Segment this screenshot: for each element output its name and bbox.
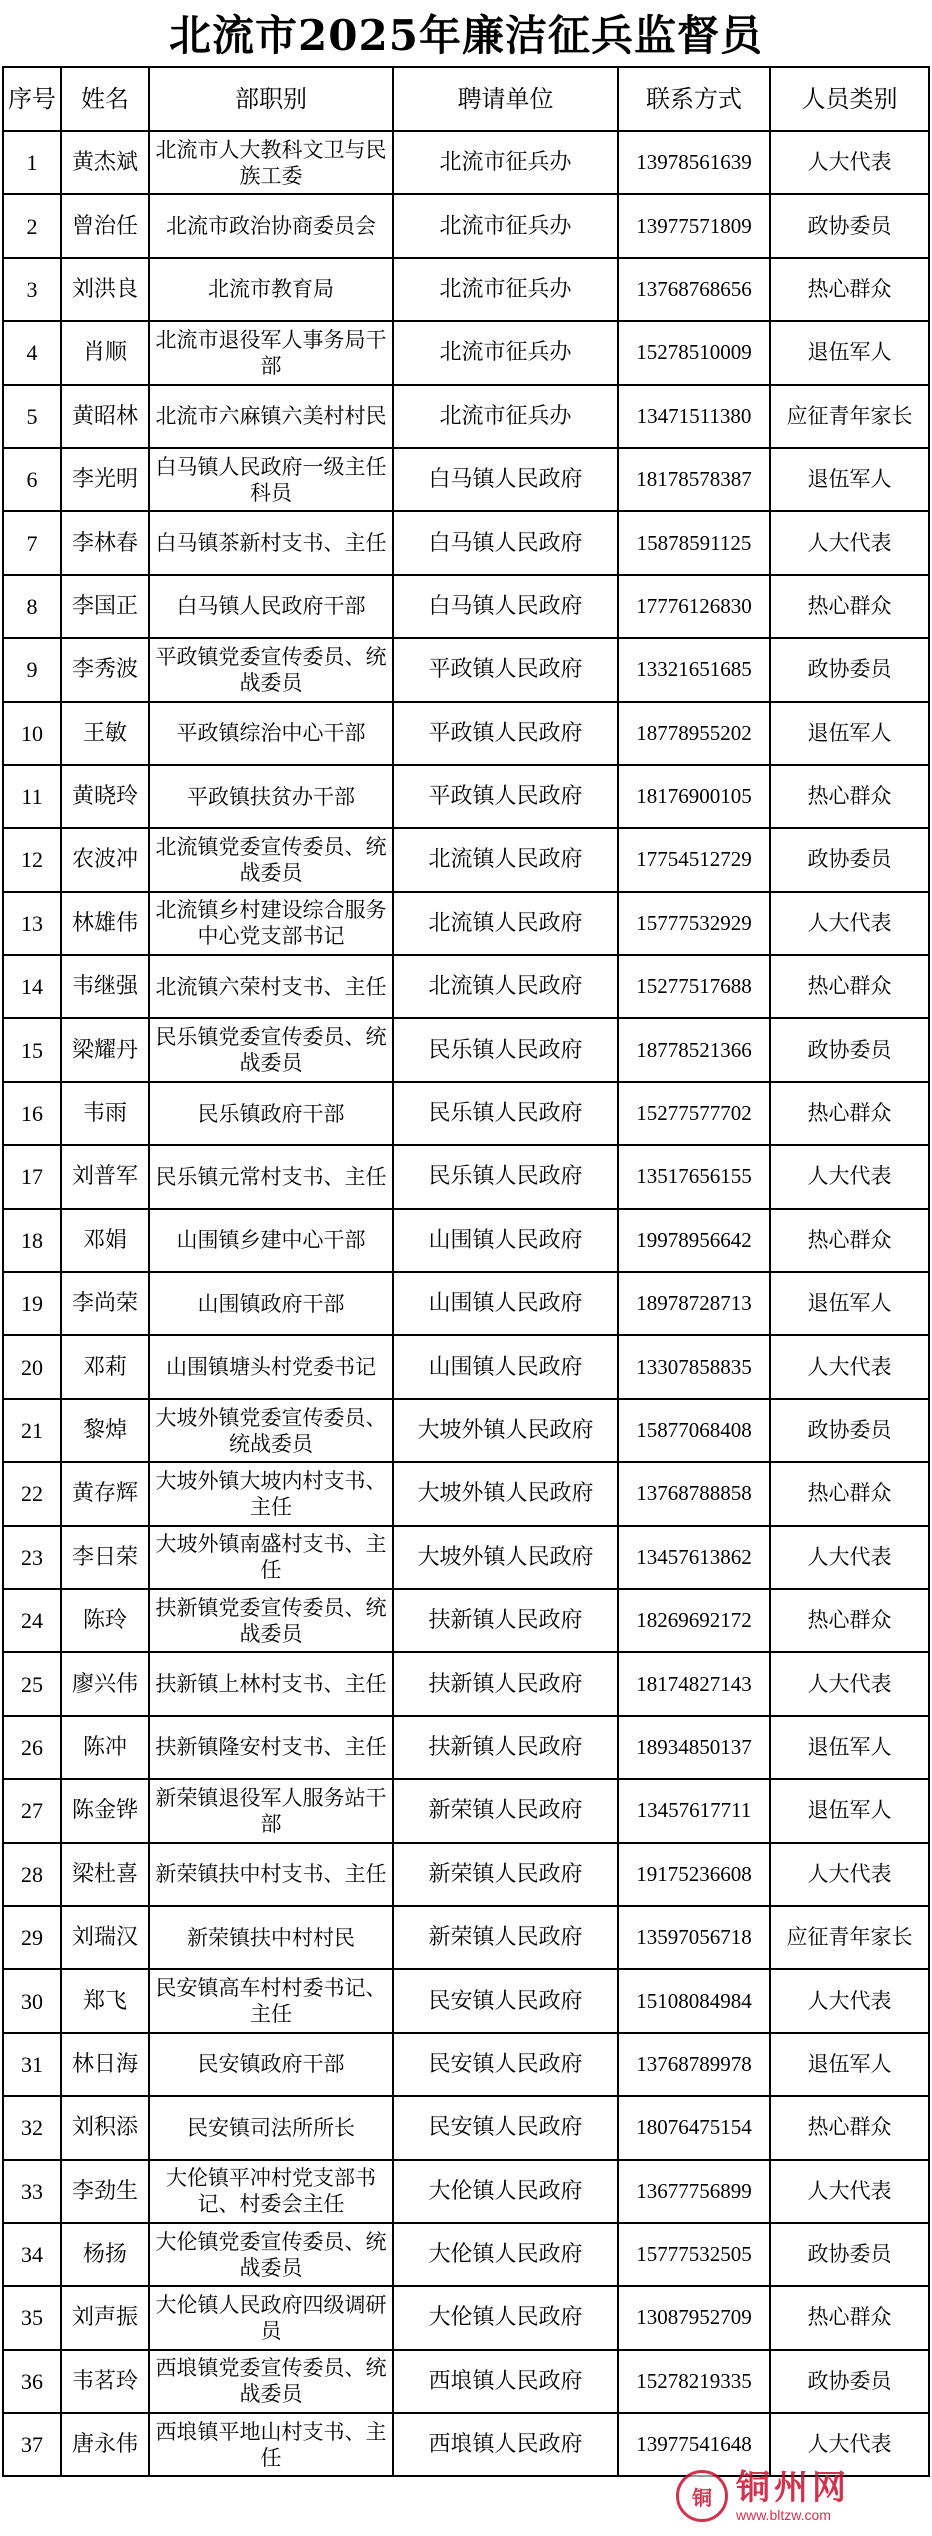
cell-contact: 18778521366 (618, 1018, 770, 1081)
cell-contact: 15777532505 (618, 2223, 770, 2286)
cell-name: 刘瑞汉 (61, 1906, 149, 1969)
cell-department: 北流镇党委宣传委员、统战委员 (149, 828, 393, 891)
cell-index: 9 (3, 638, 61, 701)
cell-category: 政协委员 (770, 2223, 929, 2286)
cell-department: 白马镇人民政府干部 (149, 575, 393, 638)
cell-name: 梁杜喜 (61, 1843, 149, 1906)
cell-category: 退伍军人 (770, 321, 929, 384)
cell-contact: 13768768656 (618, 258, 770, 321)
header-index: 序号 (3, 67, 61, 131)
cell-unit: 新荣镇人民政府 (393, 1906, 618, 1969)
cell-contact: 15277517688 (618, 955, 770, 1018)
table-row (3, 1652, 929, 1715)
cell-index: 27 (3, 1779, 61, 1842)
cell-name: 黄存辉 (61, 1462, 149, 1525)
cell-category: 退伍军人 (770, 448, 929, 511)
cell-unit: 北流镇人民政府 (393, 892, 618, 955)
table-row (3, 511, 929, 574)
table-row (3, 828, 929, 891)
table-row (3, 2033, 929, 2096)
cell-category: 热心群众 (770, 258, 929, 321)
table-row (3, 1462, 929, 1525)
cell-contact: 19978956642 (618, 1209, 770, 1272)
supervisor-table (2, 66, 930, 2477)
cell-contact: 13517656155 (618, 1145, 770, 1208)
cell-category: 热心群众 (770, 1589, 929, 1652)
cell-contact: 15108084984 (618, 1969, 770, 2032)
cell-department: 白马镇茶新村支书、主任 (149, 511, 393, 574)
cell-name: 李国正 (61, 575, 149, 638)
cell-index: 3 (3, 258, 61, 321)
cell-index: 4 (3, 321, 61, 384)
cell-category: 热心群众 (770, 2096, 929, 2159)
cell-name: 韦继强 (61, 955, 149, 1018)
cell-unit: 西埌镇人民政府 (393, 2413, 618, 2476)
cell-department: 西埌镇党委宣传委员、统战委员 (149, 2350, 393, 2413)
cell-category: 热心群众 (770, 1462, 929, 1525)
cell-name: 郑飞 (61, 1969, 149, 2032)
cell-index: 11 (3, 765, 61, 828)
cell-contact: 15277577702 (618, 1082, 770, 1145)
table-row (3, 1526, 929, 1589)
cell-index: 16 (3, 1082, 61, 1145)
cell-category: 热心群众 (770, 955, 929, 1018)
cell-unit: 大伦镇人民政府 (393, 2160, 618, 2223)
cell-unit: 新荣镇人民政府 (393, 1843, 618, 1906)
cell-unit: 白马镇人民政府 (393, 448, 618, 511)
cell-category: 人大代表 (770, 892, 929, 955)
cell-contact: 18269692172 (618, 1589, 770, 1652)
cell-contact: 19175236608 (618, 1843, 770, 1906)
cell-department: 北流市六麻镇六美村村民 (149, 385, 393, 448)
cell-index: 1 (3, 131, 61, 194)
table-row (3, 258, 929, 321)
table-row (3, 1589, 929, 1652)
cell-contact: 17754512729 (618, 828, 770, 891)
cell-department: 山围镇政府干部 (149, 1272, 393, 1335)
cell-name: 刘积添 (61, 2096, 149, 2159)
cell-unit: 北流市征兵办 (393, 194, 618, 257)
cell-unit: 民安镇人民政府 (393, 2096, 618, 2159)
cell-department: 北流镇乡村建设综合服务中心党支部书记 (149, 892, 393, 955)
cell-index: 32 (3, 2096, 61, 2159)
cell-category: 政协委员 (770, 2350, 929, 2413)
cell-department: 大坡外镇南盛村支书、主任 (149, 1526, 393, 1589)
cell-category: 人大代表 (770, 1145, 929, 1208)
cell-index: 24 (3, 1589, 61, 1652)
table-row (3, 2096, 929, 2159)
cell-name: 刘声振 (61, 2286, 149, 2349)
cell-contact: 13307858835 (618, 1335, 770, 1398)
table-header-row (3, 67, 929, 131)
table-row (3, 702, 929, 765)
table-row (3, 1018, 929, 1081)
cell-index: 7 (3, 511, 61, 574)
cell-category: 政协委员 (770, 638, 929, 701)
header-unit: 聘请单位 (393, 67, 618, 131)
cell-unit: 北流市征兵办 (393, 385, 618, 448)
cell-contact: 13677756899 (618, 2160, 770, 2223)
cell-name: 陈玲 (61, 1589, 149, 1652)
cell-name: 李光明 (61, 448, 149, 511)
cell-index: 6 (3, 448, 61, 511)
cell-category: 政协委员 (770, 194, 929, 257)
cell-unit: 平政镇人民政府 (393, 765, 618, 828)
cell-contact: 18174827143 (618, 1652, 770, 1715)
cell-department: 平政镇扶贫办干部 (149, 765, 393, 828)
table-row (3, 1209, 929, 1272)
table-row (3, 2223, 929, 2286)
cell-index: 18 (3, 1209, 61, 1272)
cell-index: 2 (3, 194, 61, 257)
cell-contact: 15278510009 (618, 321, 770, 384)
cell-contact: 13768788858 (618, 1462, 770, 1525)
table-row (3, 1399, 929, 1462)
cell-category: 热心群众 (770, 765, 929, 828)
header-contact: 联系方式 (618, 67, 770, 131)
cell-contact: 18778955202 (618, 702, 770, 765)
cell-contact: 15278219335 (618, 2350, 770, 2413)
page-title: 北流市2025年廉洁征兵监督员 (169, 11, 763, 60)
cell-category: 政协委员 (770, 1399, 929, 1462)
table-row (3, 194, 929, 257)
cell-department: 大伦镇平冲村党支部书记、村委会主任 (149, 2160, 393, 2223)
cell-name: 陈金铧 (61, 1779, 149, 1842)
cell-index: 26 (3, 1716, 61, 1779)
cell-category: 热心群众 (770, 1082, 929, 1145)
cell-unit: 民安镇人民政府 (393, 2033, 618, 2096)
cell-name: 李尚荣 (61, 1272, 149, 1335)
watermark-name: 铜州网 (736, 2468, 850, 2508)
cell-name: 李劲生 (61, 2160, 149, 2223)
cell-category: 退伍军人 (770, 702, 929, 765)
cell-unit: 大伦镇人民政府 (393, 2223, 618, 2286)
cell-index: 10 (3, 702, 61, 765)
cell-name: 梁耀丹 (61, 1018, 149, 1081)
cell-category: 热心群众 (770, 1209, 929, 1272)
cell-contact: 18178578387 (618, 448, 770, 511)
cell-index: 35 (3, 2286, 61, 2349)
cell-unit: 山围镇人民政府 (393, 1272, 618, 1335)
cell-unit: 山围镇人民政府 (393, 1209, 618, 1272)
cell-contact: 13321651685 (618, 638, 770, 701)
table-row (3, 1779, 929, 1842)
cell-department: 扶新镇党委宣传委员、统战委员 (149, 1589, 393, 1652)
cell-contact: 15878591125 (618, 511, 770, 574)
cell-name: 唐永伟 (61, 2413, 149, 2476)
cell-category: 应征青年家长 (770, 385, 929, 448)
cell-category: 应征青年家长 (770, 1906, 929, 1969)
cell-name: 廖兴伟 (61, 1652, 149, 1715)
cell-department: 大坡外镇大坡内村支书、主任 (149, 1462, 393, 1525)
cell-index: 28 (3, 1843, 61, 1906)
cell-index: 13 (3, 892, 61, 955)
cell-category: 热心群众 (770, 2286, 929, 2349)
cell-department: 平政镇党委宣传委员、统战委员 (149, 638, 393, 701)
cell-index: 19 (3, 1272, 61, 1335)
cell-name: 韦雨 (61, 1082, 149, 1145)
cell-department: 大伦镇人民政府四级调研员 (149, 2286, 393, 2349)
cell-contact: 13471511380 (618, 385, 770, 448)
cell-department: 新荣镇扶中村村民 (149, 1906, 393, 1969)
table-row (3, 131, 929, 194)
cell-department: 扶新镇上林村支书、主任 (149, 1652, 393, 1715)
cell-contact: 13597056718 (618, 1906, 770, 1969)
cell-contact: 15877068408 (618, 1399, 770, 1462)
cell-unit: 扶新镇人民政府 (393, 1589, 618, 1652)
cell-name: 曾治任 (61, 194, 149, 257)
table-row (3, 1716, 929, 1779)
cell-unit: 扶新镇人民政府 (393, 1716, 618, 1779)
cell-index: 36 (3, 2350, 61, 2413)
cell-index: 23 (3, 1526, 61, 1589)
cell-unit: 民乐镇人民政府 (393, 1145, 618, 1208)
table-row (3, 892, 929, 955)
cell-name: 韦茗玲 (61, 2350, 149, 2413)
header-department: 部职别 (149, 67, 393, 131)
cell-index: 17 (3, 1145, 61, 1208)
cell-department: 西埌镇平地山村支书、主任 (149, 2413, 393, 2476)
cell-department: 新荣镇扶中村支书、主任 (149, 1843, 393, 1906)
cell-index: 34 (3, 2223, 61, 2286)
cell-unit: 民乐镇人民政府 (393, 1082, 618, 1145)
cell-category: 人大代表 (770, 1969, 929, 2032)
cell-name: 黄昭林 (61, 385, 149, 448)
cell-name: 陈冲 (61, 1716, 149, 1779)
cell-category: 退伍军人 (770, 1779, 929, 1842)
cell-department: 新荣镇退役军人服务站干部 (149, 1779, 393, 1842)
cell-index: 25 (3, 1652, 61, 1715)
cell-category: 人大代表 (770, 1652, 929, 1715)
cell-department: 大坡外镇党委宣传委员、统战委员 (149, 1399, 393, 1462)
cell-index: 22 (3, 1462, 61, 1525)
table-row (3, 1272, 929, 1335)
cell-name: 黄杰斌 (61, 131, 149, 194)
table-row (3, 1843, 929, 1906)
cell-name: 王敏 (61, 702, 149, 765)
cell-unit: 西埌镇人民政府 (393, 2350, 618, 2413)
cell-category: 政协委员 (770, 1018, 929, 1081)
table-row (3, 2286, 929, 2349)
cell-unit: 北流镇人民政府 (393, 955, 618, 1018)
cell-category: 退伍军人 (770, 1716, 929, 1779)
cell-contact: 13977571809 (618, 194, 770, 257)
cell-department: 北流镇六荣村支书、主任 (149, 955, 393, 1018)
cell-unit: 山围镇人民政府 (393, 1335, 618, 1398)
table-row (3, 2350, 929, 2413)
cell-contact: 18176900105 (618, 765, 770, 828)
cell-unit: 白马镇人民政府 (393, 575, 618, 638)
cell-unit: 白马镇人民政府 (393, 511, 618, 574)
cell-department: 白马镇人民政府一级主任科员 (149, 448, 393, 511)
cell-unit: 大坡外镇人民政府 (393, 1399, 618, 1462)
cell-name: 刘普军 (61, 1145, 149, 1208)
cell-department: 北流市教育局 (149, 258, 393, 321)
cell-department: 山围镇塘头村党委书记 (149, 1335, 393, 1398)
cell-name: 李秀波 (61, 638, 149, 701)
table-row (3, 321, 929, 384)
cell-department: 民安镇高车村村委书记、主任 (149, 1969, 393, 2032)
cell-unit: 北流市征兵办 (393, 321, 618, 384)
cell-index: 12 (3, 828, 61, 891)
cell-department: 大伦镇党委宣传委员、统战委员 (149, 2223, 393, 2286)
cell-contact: 17776126830 (618, 575, 770, 638)
watermark-url: www.bltzw.com (736, 2507, 831, 2523)
cell-name: 李林春 (61, 511, 149, 574)
cell-index: 29 (3, 1906, 61, 1969)
cell-category: 退伍军人 (770, 1272, 929, 1335)
cell-category: 人大代表 (770, 2160, 929, 2223)
cell-department: 民乐镇政府干部 (149, 1082, 393, 1145)
cell-contact: 18978728713 (618, 1272, 770, 1335)
cell-category: 退伍军人 (770, 2033, 929, 2096)
header-category: 人员类别 (770, 67, 929, 131)
cell-name: 李日荣 (61, 1526, 149, 1589)
cell-name: 刘洪良 (61, 258, 149, 321)
cell-department: 山围镇乡建中心干部 (149, 1209, 393, 1272)
table-row (3, 638, 929, 701)
cell-department: 民安镇司法所所长 (149, 2096, 393, 2159)
cell-name: 黎焯 (61, 1399, 149, 1462)
cell-category: 热心群众 (770, 575, 929, 638)
cell-index: 37 (3, 2413, 61, 2476)
cell-name: 林日海 (61, 2033, 149, 2096)
cell-name: 农波冲 (61, 828, 149, 891)
table-row (3, 765, 929, 828)
cell-unit: 大坡外镇人民政府 (393, 1526, 618, 1589)
cell-name: 邓娟 (61, 1209, 149, 1272)
cell-department: 北流市政治协商委员会 (149, 194, 393, 257)
cell-unit: 扶新镇人民政府 (393, 1652, 618, 1715)
table-row (3, 1969, 929, 2032)
table-row (3, 1906, 929, 1969)
cell-unit: 平政镇人民政府 (393, 638, 618, 701)
table-row (3, 1145, 929, 1208)
cell-name: 黄晓玲 (61, 765, 149, 828)
cell-index: 15 (3, 1018, 61, 1081)
cell-category: 人大代表 (770, 1335, 929, 1398)
cell-index: 33 (3, 2160, 61, 2223)
cell-department: 扶新镇隆安村支书、主任 (149, 1716, 393, 1779)
cell-name: 林雄伟 (61, 892, 149, 955)
cell-department: 平政镇综治中心干部 (149, 702, 393, 765)
cell-category: 人大代表 (770, 1843, 929, 1906)
cell-unit: 北流市征兵办 (393, 258, 618, 321)
watermark-logo-icon: 铜 (676, 2470, 728, 2522)
cell-category: 人大代表 (770, 2413, 929, 2476)
cell-department: 民安镇政府干部 (149, 2033, 393, 2096)
cell-contact: 18934850137 (618, 1716, 770, 1779)
cell-index: 8 (3, 575, 61, 638)
cell-department: 北流市退役军人事务局干部 (149, 321, 393, 384)
cell-unit: 大伦镇人民政府 (393, 2286, 618, 2349)
cell-unit: 新荣镇人民政府 (393, 1779, 618, 1842)
cell-unit: 北流镇人民政府 (393, 828, 618, 891)
site-watermark (676, 2460, 926, 2532)
cell-index: 20 (3, 1335, 61, 1398)
cell-department: 民乐镇党委宣传委员、统战委员 (149, 1018, 393, 1081)
table-row (3, 448, 929, 511)
cell-contact: 13977541648 (618, 2413, 770, 2476)
cell-contact: 13457617711 (618, 1779, 770, 1842)
cell-index: 5 (3, 385, 61, 448)
table-row (3, 955, 929, 1018)
cell-index: 14 (3, 955, 61, 1018)
cell-unit: 平政镇人民政府 (393, 702, 618, 765)
cell-index: 21 (3, 1399, 61, 1462)
cell-department: 民乐镇元常村支书、主任 (149, 1145, 393, 1208)
cell-contact: 13978561639 (618, 131, 770, 194)
cell-name: 杨扬 (61, 2223, 149, 2286)
cell-contact: 15777532929 (618, 892, 770, 955)
table-row (3, 1335, 929, 1398)
cell-name: 邓莉 (61, 1335, 149, 1398)
cell-unit: 民乐镇人民政府 (393, 1018, 618, 1081)
table-row (3, 575, 929, 638)
cell-category: 人大代表 (770, 131, 929, 194)
cell-category: 人大代表 (770, 511, 929, 574)
header-name: 姓名 (61, 67, 149, 131)
cell-contact: 18076475154 (618, 2096, 770, 2159)
cell-unit: 北流市征兵办 (393, 131, 618, 194)
cell-department: 北流市人大教科文卫与民族工委 (149, 131, 393, 194)
cell-contact: 13768789978 (618, 2033, 770, 2096)
table-row (3, 2160, 929, 2223)
table-row (3, 1082, 929, 1145)
cell-index: 31 (3, 2033, 61, 2096)
cell-category: 人大代表 (770, 1526, 929, 1589)
cell-contact: 13457613862 (618, 1526, 770, 1589)
cell-index: 30 (3, 1969, 61, 2032)
table-row (3, 385, 929, 448)
cell-unit: 大坡外镇人民政府 (393, 1462, 618, 1525)
cell-category: 政协委员 (770, 828, 929, 891)
cell-contact: 13087952709 (618, 2286, 770, 2349)
cell-unit: 民安镇人民政府 (393, 1969, 618, 2032)
cell-name: 肖顺 (61, 321, 149, 384)
